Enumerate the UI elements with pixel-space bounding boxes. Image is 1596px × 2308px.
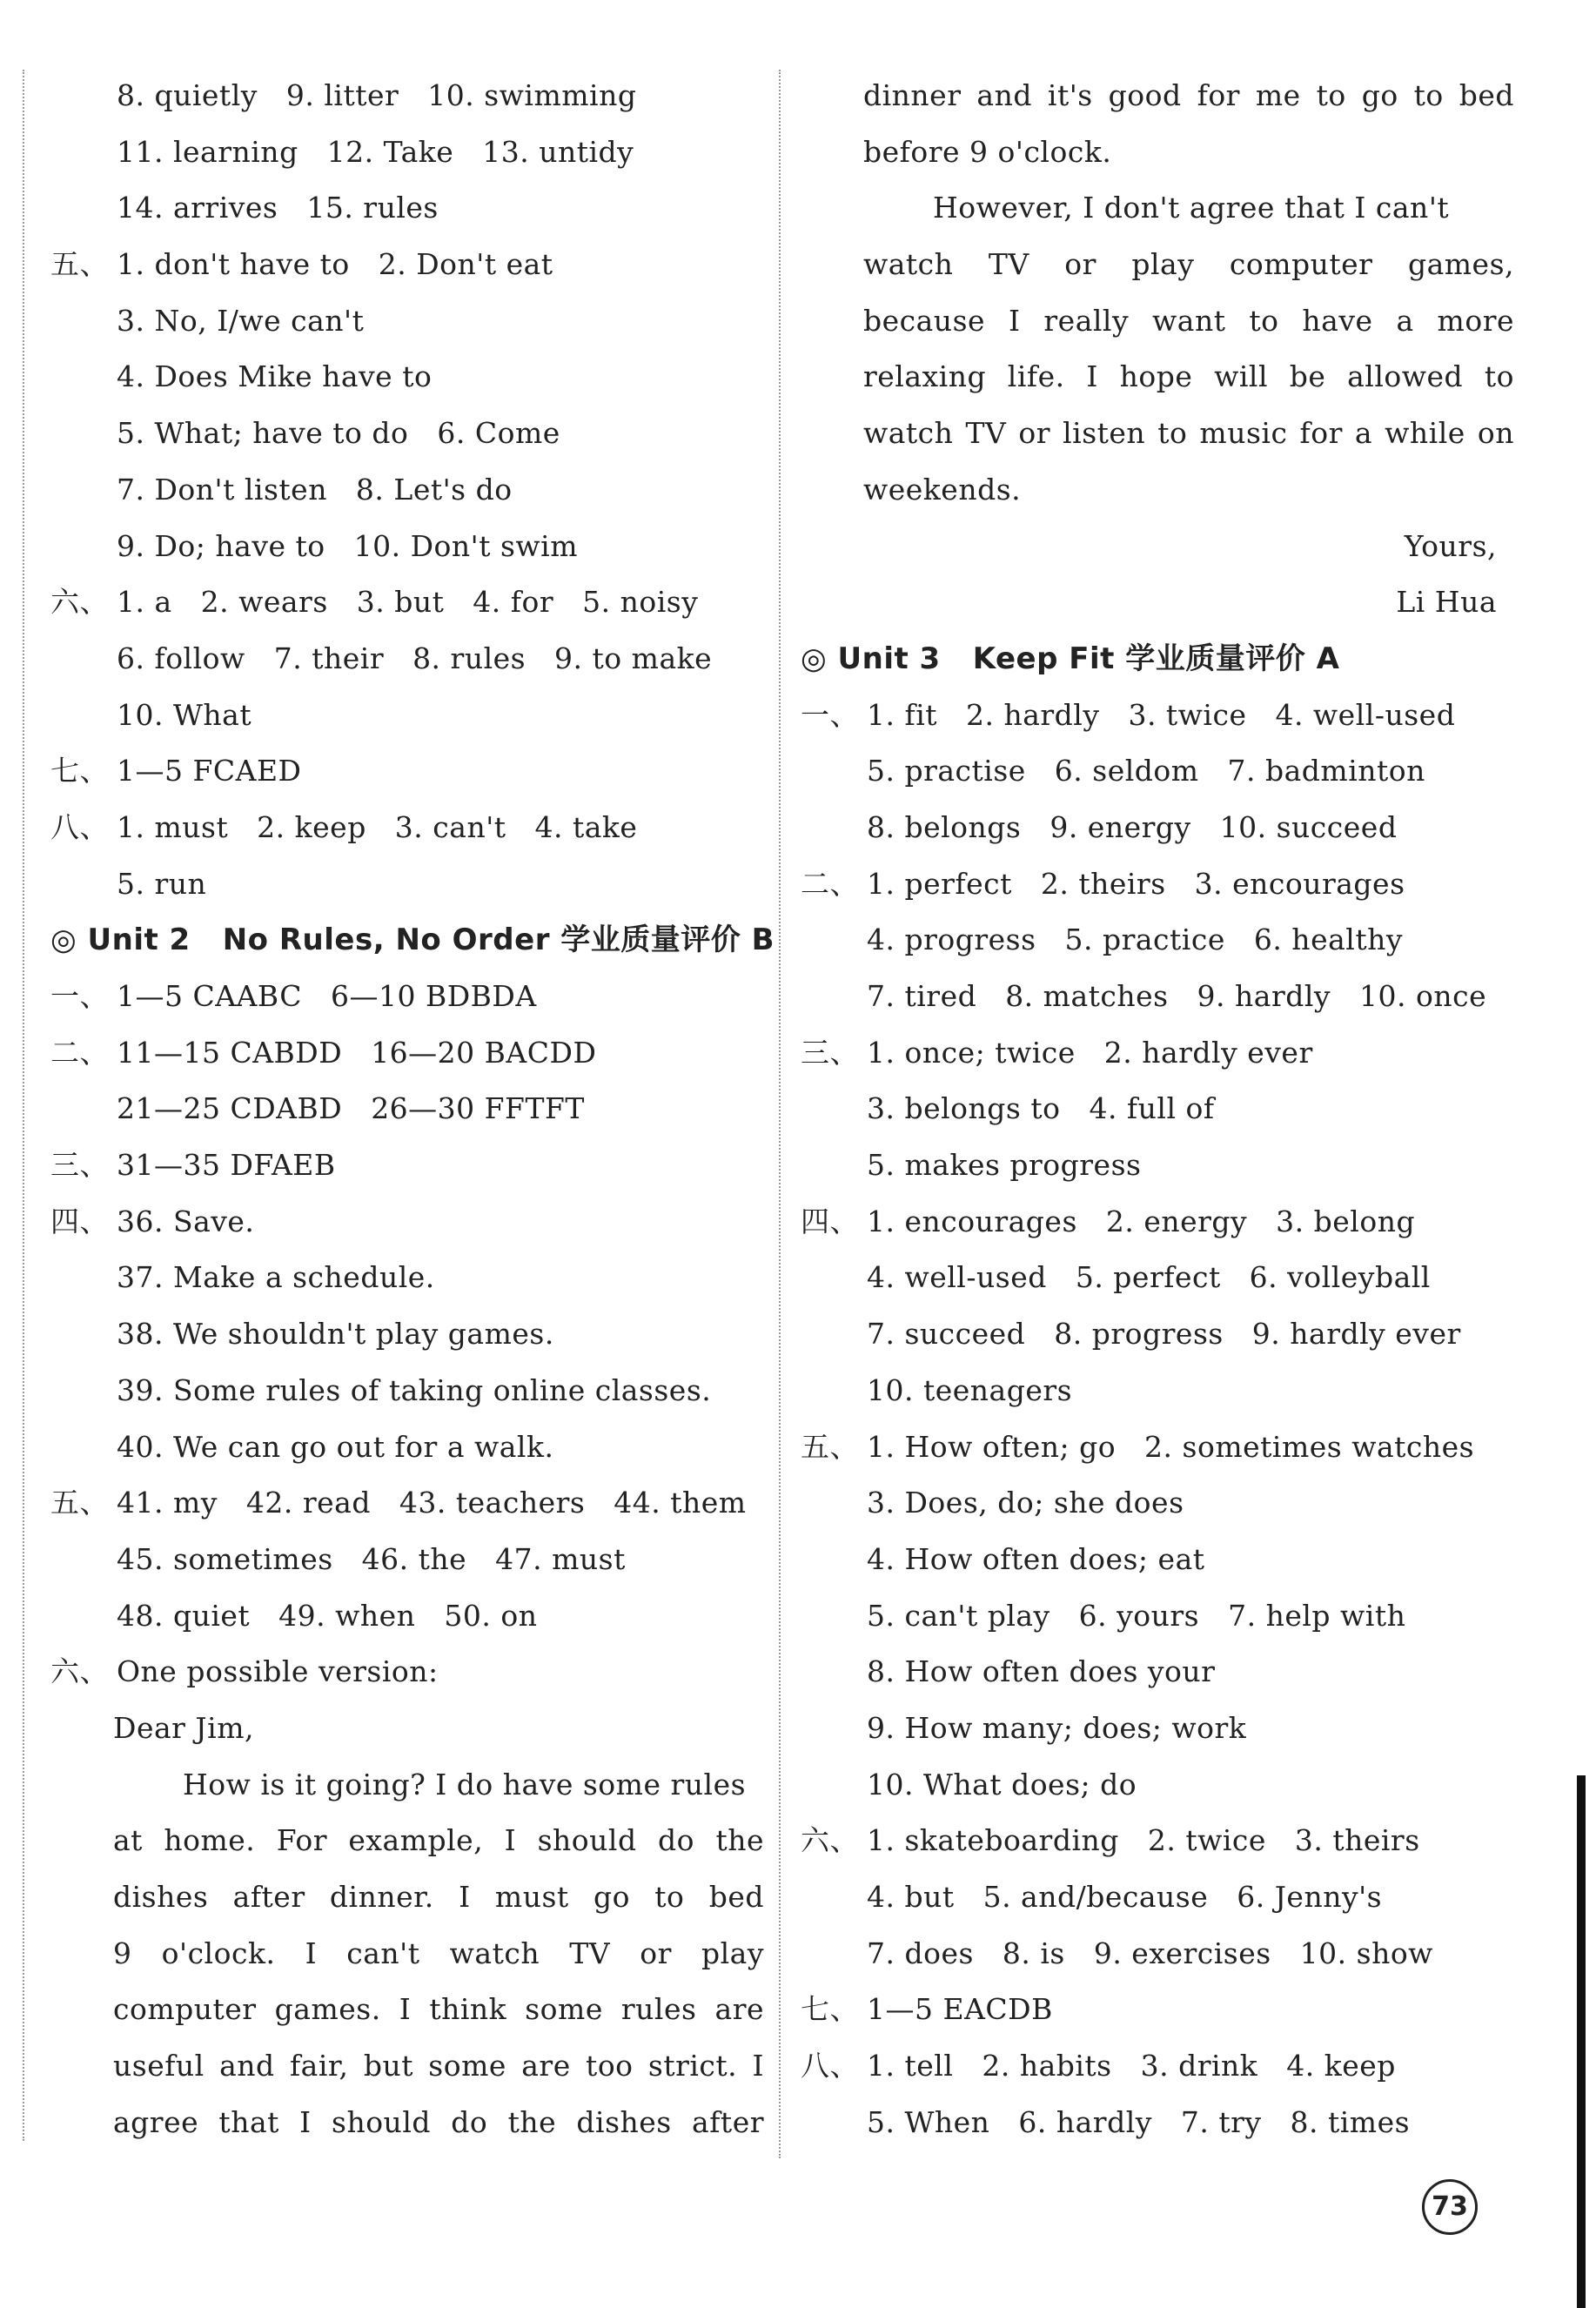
unit-heading bbox=[801, 631, 1514, 688]
answer-section-line bbox=[50, 743, 764, 800]
line-text: useful and fair, but some are too strict. I bbox=[113, 2049, 764, 2083]
answer-line bbox=[801, 1926, 1514, 1983]
section-number: 四、 bbox=[50, 1204, 109, 1238]
line-text: 1. skateboarding 2. twice 3. theirs bbox=[867, 1823, 1420, 1858]
answer-line bbox=[801, 1701, 1514, 1757]
answer-section-line bbox=[801, 688, 1514, 744]
answer-section-line bbox=[50, 800, 764, 856]
page-number-badge: 73 bbox=[1422, 2179, 1478, 2235]
essay-line bbox=[801, 462, 1514, 519]
essay-line bbox=[801, 124, 1514, 181]
line-text: 37. Make a schedule. bbox=[117, 1260, 435, 1295]
essay-line bbox=[50, 1701, 764, 1757]
section-number: 五、 bbox=[50, 1486, 109, 1520]
answer-section-line bbox=[50, 1475, 764, 1532]
line-text: 31—35 DFAEB bbox=[117, 1148, 336, 1183]
answer-line bbox=[801, 1757, 1514, 1814]
line-text: 7. succeed 8. progress 9. hardly ever bbox=[867, 1317, 1461, 1352]
line-text: 8. How often does your bbox=[867, 1654, 1216, 1689]
line-text: 48. quiet 49. when 50. on bbox=[117, 1598, 538, 1633]
line-text: 1. tell 2. habits 3. drink 4. keep bbox=[867, 2049, 1396, 2083]
line-text: 5. makes progress bbox=[867, 1148, 1142, 1183]
line-text: 38. We shouldn't play games. bbox=[117, 1317, 554, 1352]
answer-line bbox=[801, 1363, 1514, 1419]
line-text: 8. belongs 9. energy 10. succeed bbox=[867, 809, 1398, 844]
essay-line bbox=[801, 349, 1514, 406]
line-text: 14. arrives 15. rules bbox=[117, 191, 439, 225]
answer-line bbox=[801, 1137, 1514, 1194]
line-text: 4. but 5. and/because 6. Jenny's bbox=[867, 1880, 1383, 1914]
line-text: 1—5 EACDB bbox=[867, 1992, 1053, 2027]
line-text: 1. How often; go 2. sometimes watches bbox=[867, 1429, 1475, 1464]
section-number: 八、 bbox=[801, 2049, 859, 2083]
line-text: 1. don't have to 2. Don't eat bbox=[117, 247, 553, 282]
section-number: 六、 bbox=[50, 1654, 109, 1689]
line-text: 4. well-used 5. perfect 6. volleyball bbox=[867, 1260, 1431, 1295]
answer-line bbox=[50, 1250, 764, 1306]
column-divider bbox=[779, 70, 781, 2158]
answer-section-line bbox=[50, 1644, 764, 1701]
line-text: 3. No, I/we can't bbox=[117, 303, 365, 338]
section-number: 一、 bbox=[50, 979, 109, 1013]
line-text: 7. does 8. is 9. exercises 10. show bbox=[867, 1936, 1433, 1970]
answer-line bbox=[50, 124, 764, 181]
answer-line bbox=[801, 1588, 1514, 1645]
answer-line bbox=[801, 1081, 1514, 1137]
line-text: 5. can't play 6. yours 7. help with bbox=[867, 1598, 1406, 1633]
line-text: computer games. I think some rules are bbox=[113, 1992, 764, 2027]
answer-line bbox=[801, 1306, 1514, 1363]
essay-line bbox=[50, 2038, 764, 2095]
section-number: 二、 bbox=[50, 1035, 109, 1070]
line-text: 45. sometimes 46. the 47. must bbox=[117, 1541, 626, 1576]
answer-line bbox=[801, 1250, 1514, 1306]
answer-line bbox=[801, 1644, 1514, 1701]
line-text: 6. follow 7. their 8. rules 9. to make bbox=[117, 641, 713, 675]
answer-line bbox=[50, 293, 764, 350]
line-text: 8. quietly 9. litter 10. swimming bbox=[117, 78, 637, 112]
section-number: 六、 bbox=[801, 1823, 859, 1858]
answer-line bbox=[50, 1419, 764, 1476]
line-text: 5. When 6. hardly 7. try 8. times bbox=[867, 2104, 1411, 2139]
right-column bbox=[801, 68, 1514, 2150]
line-text: 7. tired 8. matches 9. hardly 10. once bbox=[867, 979, 1487, 1013]
essay-line bbox=[801, 237, 1514, 293]
line-text: Li Hua bbox=[1396, 585, 1497, 620]
essay-line bbox=[50, 1813, 764, 1869]
line-text: 1. encourages 2. energy 3. belong bbox=[867, 1204, 1416, 1238]
line-text: 11—15 CABDD 16—20 BACDD bbox=[117, 1035, 597, 1070]
line-text: weekends. bbox=[863, 472, 1022, 507]
line-text: 4. How often does; eat bbox=[867, 1541, 1205, 1576]
line-text: because I really want to have a more bbox=[863, 303, 1514, 338]
line-text: 1. once; twice 2. hardly ever bbox=[867, 1035, 1313, 1070]
line-text: agree that I should do the dishes after bbox=[113, 2104, 764, 2139]
answer-line bbox=[50, 1306, 764, 1363]
line-text: 1. a 2. wears 3. but 4. for 5. noisy bbox=[117, 585, 699, 620]
section-number: 四、 bbox=[801, 1204, 859, 1238]
line-text: 9 o'clock. I can't watch TV or play bbox=[113, 1936, 764, 1970]
answer-line bbox=[801, 1869, 1514, 1926]
line-text: at home. For example, I should do the bbox=[113, 1823, 764, 1858]
answer-section-line bbox=[801, 1982, 1514, 2038]
answer-line bbox=[50, 856, 764, 913]
answer-section-line bbox=[801, 1194, 1514, 1251]
line-text: dinner and it's good for me to go to bed bbox=[863, 78, 1514, 112]
answer-section-line bbox=[50, 1194, 764, 1251]
line-text: 9. How many; does; work bbox=[867, 1710, 1247, 1745]
answer-section-line bbox=[50, 1025, 764, 1082]
section-number: 五、 bbox=[801, 1429, 859, 1464]
line-text: 10. teenagers bbox=[867, 1372, 1073, 1407]
answer-line bbox=[801, 1475, 1514, 1532]
section-number: 二、 bbox=[801, 866, 859, 901]
line-text: 40. We can go out for a walk. bbox=[117, 1429, 554, 1464]
answer-line bbox=[801, 800, 1514, 856]
line-text: 1. perfect 2. theirs 3. encourages bbox=[867, 866, 1405, 901]
line-text: 39. Some rules of taking online classes. bbox=[117, 1372, 712, 1407]
line-text: 10. What bbox=[117, 697, 252, 732]
line-text: Dear Jim, bbox=[113, 1710, 254, 1745]
line-text: 1—5 FCAED bbox=[117, 754, 302, 788]
essay-line bbox=[801, 68, 1514, 124]
left-column bbox=[50, 68, 775, 2150]
answer-line bbox=[50, 688, 764, 744]
section-number: 七、 bbox=[801, 1992, 859, 2027]
section-number: 五、 bbox=[50, 247, 109, 282]
essay-line bbox=[801, 293, 1514, 350]
line-text: Yours, bbox=[1404, 528, 1497, 563]
line-text: 5. What; have to do 6. Come bbox=[117, 416, 560, 451]
line-text: 10. What does; do bbox=[867, 1767, 1137, 1801]
line-text: How is it going? I do have some rules bbox=[183, 1767, 747, 1801]
line-text: 5. practise 6. seldom 7. badminton bbox=[867, 754, 1425, 788]
line-text: watch TV or listen to music for a while on bbox=[863, 416, 1514, 451]
line-text: before 9 o'clock. bbox=[863, 134, 1112, 169]
section-number: 六、 bbox=[50, 585, 109, 620]
essay-line bbox=[50, 1869, 764, 1926]
answer-section-line bbox=[801, 1025, 1514, 1082]
essay-line bbox=[50, 1926, 764, 1983]
answer-line bbox=[801, 912, 1514, 969]
page-edge-bar bbox=[1577, 1775, 1586, 2308]
answer-line bbox=[50, 349, 764, 406]
essay-line bbox=[801, 519, 1514, 575]
answer-line bbox=[50, 1363, 764, 1419]
answer-line bbox=[50, 68, 764, 124]
line-text: 11. learning 12. Take 13. untidy bbox=[117, 134, 634, 169]
answer-line bbox=[801, 743, 1514, 800]
answer-line bbox=[50, 462, 764, 519]
answer-section-line bbox=[801, 2038, 1514, 2095]
essay-line bbox=[801, 406, 1514, 462]
answer-section-line bbox=[50, 574, 764, 631]
answer-line bbox=[50, 180, 764, 237]
line-text: 41. my 42. read 43. teachers 44. them bbox=[117, 1486, 747, 1520]
answer-section-line bbox=[801, 856, 1514, 913]
line-text: relaxing life. I hope will be allowed to bbox=[863, 359, 1514, 394]
line-text: ◎ Unit 3 Keep Fit 学业质量评价 A bbox=[801, 641, 1340, 676]
essay-line bbox=[50, 1757, 764, 1814]
answer-section-line bbox=[50, 969, 764, 1025]
line-text: 1. fit 2. hardly 3. twice 4. well-used bbox=[867, 697, 1456, 732]
line-text: ◎ Unit 2 No Rules, No Order 学业质量评价 B bbox=[50, 923, 775, 958]
essay-line bbox=[50, 2095, 764, 2151]
line-text: However, I don't agree that I can't bbox=[933, 191, 1450, 225]
answer-line bbox=[801, 969, 1514, 1025]
answer-section-line bbox=[801, 1419, 1514, 1476]
answer-line bbox=[50, 1588, 764, 1645]
essay-line bbox=[801, 180, 1514, 237]
line-text: 4. Does Mike have to bbox=[117, 359, 433, 394]
answer-section-line bbox=[50, 1137, 764, 1194]
section-number: 三、 bbox=[801, 1035, 859, 1070]
answer-line bbox=[801, 1532, 1514, 1588]
line-text: 4. progress 5. practice 6. healthy bbox=[867, 923, 1403, 957]
section-number: 八、 bbox=[50, 809, 109, 844]
answer-line bbox=[50, 631, 764, 688]
section-number: 三、 bbox=[50, 1148, 109, 1183]
line-text: 1—5 CAABC 6—10 BDBDA bbox=[117, 979, 537, 1013]
line-text: 36. Save. bbox=[117, 1204, 255, 1238]
answer-line bbox=[50, 1532, 764, 1588]
section-number: 七、 bbox=[50, 754, 109, 788]
line-text: 3. belongs to 4. full of bbox=[867, 1091, 1215, 1126]
line-text: 9. Do; have to 10. Don't swim bbox=[117, 528, 578, 563]
answer-section-line bbox=[50, 237, 764, 293]
line-text: dishes after dinner. I must go to bed bbox=[113, 1880, 764, 1914]
answer-line bbox=[50, 406, 764, 462]
answer-line bbox=[50, 519, 764, 575]
answer-section-line bbox=[801, 1813, 1514, 1869]
line-text: watch TV or play computer games, bbox=[863, 247, 1514, 282]
left-margin-rule bbox=[23, 70, 24, 2141]
section-number: 一、 bbox=[801, 697, 859, 732]
line-text: 1. must 2. keep 3. can't 4. take bbox=[117, 809, 638, 844]
answer-line bbox=[801, 2095, 1514, 2151]
line-text: One possible version: bbox=[117, 1654, 439, 1689]
line-text: 5. run bbox=[117, 866, 207, 901]
unit-heading bbox=[50, 912, 775, 969]
line-text: 21—25 CDABD 26—30 FFTFT bbox=[117, 1091, 585, 1126]
answer-line bbox=[50, 1081, 764, 1137]
essay-line bbox=[50, 1982, 764, 2038]
essay-line bbox=[801, 574, 1514, 631]
line-text: 3. Does, do; she does bbox=[867, 1486, 1184, 1520]
line-text: 7. Don't listen 8. Let's do bbox=[117, 472, 513, 507]
